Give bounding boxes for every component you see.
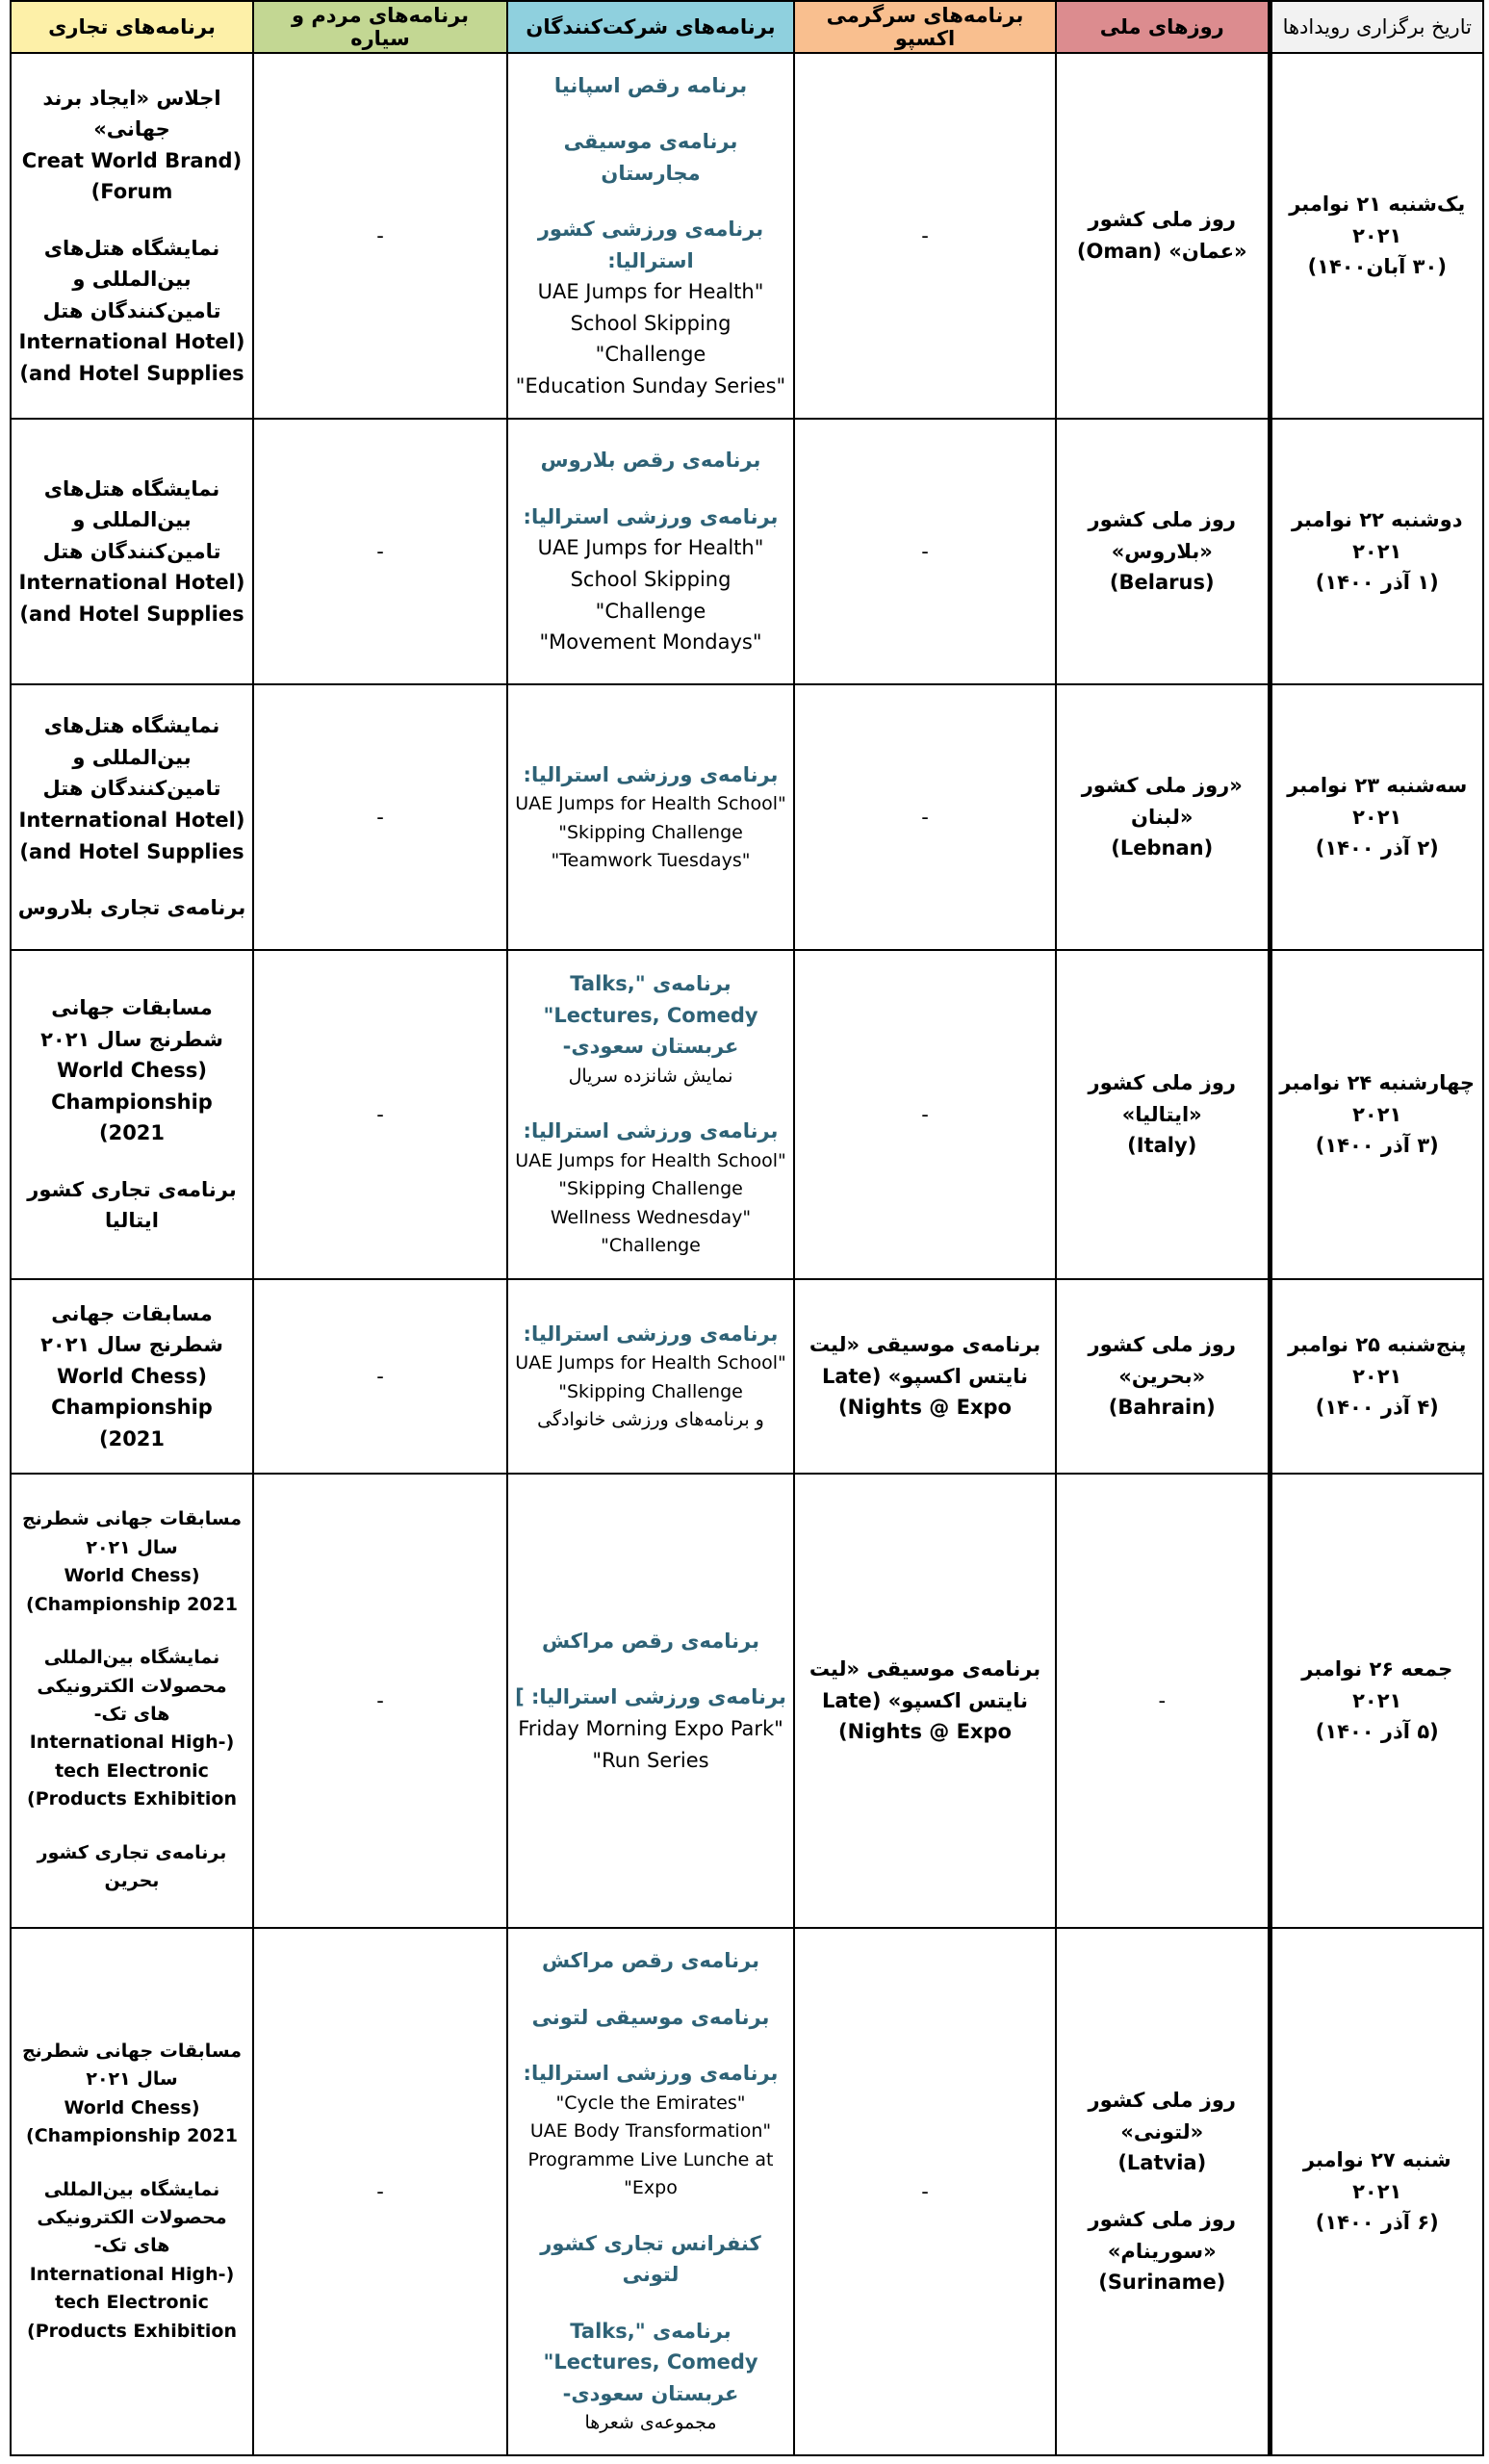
sport-program-line: "UAE Jumps for Health School Skipping Challenge" <box>537 536 764 623</box>
national-day-cell <box>1056 1928 1270 2455</box>
business-cell <box>11 1474 253 1928</box>
business-item: مسابقات جهانی شطرنج سال ۲۰۲۱ <box>40 996 223 1051</box>
business-item: برنامه‌ی تجاری بلاروس <box>17 896 246 920</box>
business-item-en: (World Chess Championship 2021) <box>51 1364 213 1450</box>
talks-program: برنامه‌ی "Talks, Lectures, Comedy" عربستان سعودی- <box>543 2319 758 2405</box>
national-line: (Latvia) <box>1117 2151 1207 2175</box>
date-line: ۲۰۲۱ <box>1352 1364 1402 1388</box>
business-item-en: (International High-tech Electronic Products Exhibition) <box>27 1732 237 1810</box>
sport-program-title: برنامه‌ی ورزشی استرالیا: <box>523 1119 779 1143</box>
date-line: ۲۰۲۱ <box>1352 539 1402 563</box>
business-item: مسابقات جهانی شطرنج سال ۲۰۲۱ <box>40 1301 223 1357</box>
national-day-cell <box>1056 53 1270 419</box>
expo-fun-cell: - <box>794 419 1056 684</box>
people-planet-cell: - <box>253 1928 507 2455</box>
date-line: شنبه ۲۷ نوامبر ۲۰۲۱ <box>1302 2148 1451 2203</box>
date-cell <box>1270 419 1483 684</box>
date-cell <box>1270 53 1483 419</box>
date-line: ۲۰۲۱ <box>1352 1102 1402 1126</box>
table-row <box>11 419 1483 684</box>
sport-program-line: "Friday Morning Expo Park Run Series" <box>518 1717 783 1772</box>
participants-cell <box>507 684 794 950</box>
national-line: روز ملی کشور <box>1088 2208 1236 2231</box>
business-item: نمایشگاه هتل‌های بین‌المللی و تامین‌کنندگان هتل <box>42 714 221 801</box>
sport-program-line: "UAE Body Transformation Programme Live Lunche at Expo" <box>527 2120 774 2199</box>
date-line: (۵ آذر ۱۴۰۰) <box>1315 1720 1439 1744</box>
header-expo-entertainment: برنامه‌های سرگرمی اکسپو <box>794 1 1056 53</box>
dance-program: برنامه‌ی رقص مراکش <box>542 1629 759 1653</box>
business-item-en: (World Chess Championship 2021) <box>51 1059 213 1145</box>
business-cell <box>11 1928 253 2455</box>
participants-cell <box>507 53 794 419</box>
date-line: ۲۰۲۱ <box>1352 223 1402 247</box>
date-line: (۴ آذر ۱۴۰۰) <box>1315 1396 1439 1420</box>
business-cell <box>11 950 253 1279</box>
national-day-cell: - <box>1056 1474 1270 1928</box>
table-row <box>11 1928 1483 2455</box>
date-line: (۱ آذر ۱۴۰۰) <box>1315 571 1439 595</box>
sport-program-line: و برنامه‌های ورزشی خانوادگی <box>537 1408 764 1430</box>
sport-program-line: "UAE Jumps for Health School Skipping Challenge" <box>515 793 786 843</box>
expo-fun-cell: برنامه‌ی موسیقی «لیت نایتس اکسپو» (Late Nights @ Expo) <box>794 1279 1056 1474</box>
talks-program-sub: نمایش شانزده سریال <box>568 1065 733 1087</box>
business-item: مسابقات جهانی شطرنج سال ۲۰۲۱ <box>21 2040 243 2091</box>
date-cell <box>1270 684 1483 950</box>
sport-program-line: "Movement Mondays" <box>539 630 762 654</box>
sport-program-title: برنامه‌ی ورزشی استرالیا: ] <box>515 1685 786 1709</box>
sport-program-line: "UAE Jumps for Health School Skipping Challenge" <box>537 280 764 367</box>
national-line: روز ملی کشور <box>1088 1071 1236 1095</box>
business-item: برنامه‌ی تجاری کشور ایتالیا <box>27 1177 237 1233</box>
people-planet-cell: - <box>253 53 507 419</box>
national-line: «بحرین» (Bahrain) <box>1108 1364 1216 1420</box>
business-item: نمایشگاه هتل‌های بین‌المللی و تامین‌کنندگان هتل <box>42 476 221 563</box>
date-cell <box>1270 1474 1483 1928</box>
header-people-planet: برنامه‌های مردم و سیاره <box>253 1 507 53</box>
national-line: روز ملی کشور <box>1088 1333 1236 1357</box>
participants-cell <box>507 419 794 684</box>
events-table <box>10 0 1484 2456</box>
business-item: اجلاس «ایجاد برند جهانی» <box>42 86 221 141</box>
date-line: (۲ آذر ۱۴۰۰) <box>1315 836 1439 860</box>
national-day-cell <box>1056 950 1270 1279</box>
business-item-en: (World Chess Championship 2021) <box>26 1565 238 1615</box>
expo-fun-cell: - <box>794 53 1056 419</box>
music-program: برنامه‌ی موسیقی مجارستان <box>563 130 738 185</box>
date-line: ۲۰۲۱ <box>1352 805 1402 829</box>
participants-cell <box>507 1928 794 2455</box>
date-line: سه‌شنبه ۲۳ نوامبر <box>1287 774 1468 798</box>
national-line: (Lebnan) <box>1111 836 1214 860</box>
dance-program: برنامه‌ی رقص بلاروس <box>540 449 761 473</box>
business-item-en: (International Hotel and Hotel Supplies) <box>18 571 245 626</box>
business-item: نمایشگاه بین‌المللی محصولات الکترونیکی های تک- <box>37 2178 227 2257</box>
people-planet-cell: - <box>253 419 507 684</box>
header-business-programs: برنامه‌های تجاری <box>11 1 253 53</box>
sport-program-line: "Teamwork Tuesdays" <box>551 849 751 871</box>
schedule-wrapper <box>12 0 1484 2456</box>
date-line: (۳۰ آبان۱۴۰۰) <box>1307 255 1447 279</box>
business-item-en: (International High-tech Electronic Products Exhibition) <box>27 2263 237 2342</box>
sport-program-title: برنامه‌ی ورزشی کشور استرالیا: <box>537 218 764 272</box>
sport-program-line: "Wellness Wednesday Challenge" <box>550 1206 752 1257</box>
national-line: «بلاروس» <box>1111 539 1213 563</box>
people-planet-cell: - <box>253 1474 507 1928</box>
business-item-en: (Creat World Brand Forum) <box>21 148 243 204</box>
sport-program-line: "UAE Jumps for Health School Skipping Challenge" <box>515 1149 786 1200</box>
national-line: روز ملی کشور <box>1088 508 1236 532</box>
date-line: یک‌شنبه ۲۱ نوامبر <box>1289 192 1466 217</box>
table-row <box>11 1279 1483 1474</box>
header-date: تاریخ برگزاری رویدادها <box>1270 1 1483 53</box>
date-line: (۳ آذر ۱۴۰۰) <box>1315 1134 1439 1158</box>
people-planet-cell: - <box>253 684 507 950</box>
talks-program: برنامه‌ی "Talks, Lectures, Comedy" عربستان سعودی- <box>543 972 758 1059</box>
business-item: نمایشگاه بین‌المللی محصولات الکترونیکی های تک- <box>37 1647 227 1725</box>
dance-program: برنامه رقص اسپانیا <box>553 73 748 97</box>
date-line: جمعه ۲۶ نوامبر ۲۰۲۱ <box>1301 1657 1453 1712</box>
business-item-en: (International Hotel and Hotel Supplies) <box>18 330 245 385</box>
conference-program: کنفرانس تجاری کشور لتونی <box>540 2231 761 2287</box>
national-day-cell <box>1056 684 1270 950</box>
participants-cell <box>507 1474 794 1928</box>
participants-cell <box>507 950 794 1279</box>
business-cell <box>11 419 253 684</box>
national-line: «ایتالیا» <box>1121 1102 1202 1126</box>
national-line: «عمان» (Oman) <box>1076 240 1247 263</box>
header-national-days: روزهای ملی <box>1056 1 1270 53</box>
table-row <box>11 53 1483 419</box>
business-cell <box>11 1279 253 1474</box>
date-line: (۶ آذر ۱۴۰۰) <box>1315 2211 1439 2235</box>
table-row <box>11 950 1483 1279</box>
sport-program-title: برنامه‌ی ورزشی استرالیا: <box>523 1322 779 1346</box>
national-line: روز ملی کشور «لتونی» <box>1088 2089 1236 2143</box>
date-line: چهارشنبه ۲۴ نوامبر <box>1279 1071 1476 1095</box>
date-line: پنج‌شنبه ۲۵ نوامبر <box>1288 1333 1467 1357</box>
national-line: روز ملی کشور <box>1088 208 1236 232</box>
people-planet-cell: - <box>253 1279 507 1474</box>
sport-program-title: برنامه‌ی ورزشی استرالیا: <box>523 504 779 528</box>
sport-program-line: "Education Sunday Series" <box>515 373 786 398</box>
table-row <box>11 1474 1483 1928</box>
expo-fun-cell: - <box>794 1928 1056 2455</box>
talks-program-sub: مجموعه‌ی شعرها <box>584 2412 717 2434</box>
date-cell <box>1270 1928 1483 2455</box>
header-participant-programs: برنامه‌های شرکت‌کنندگان <box>507 1 794 53</box>
business-item-en: (World Chess Championship 2021) <box>26 2096 238 2147</box>
national-line: (Suriname) <box>1098 2271 1226 2295</box>
expo-fun-cell: برنامه‌ی موسیقی «لیت نایتس اکسپو» (Late Nights @ Expo) <box>794 1474 1056 1928</box>
business-item: مسابقات جهانی شطرنج سال ۲۰۲۱ <box>21 1508 243 1558</box>
national-line: «روز ملی کشور «لبنان <box>1081 774 1243 829</box>
date-cell <box>1270 950 1483 1279</box>
date-line: دوشنبه ۲۲ نوامبر <box>1291 508 1463 532</box>
participants-cell <box>507 1279 794 1474</box>
national-line: «سورینام» <box>1107 2239 1217 2263</box>
sport-program-title: برنامه‌ی ورزشی استرالیا: <box>523 762 779 786</box>
sport-program-title: برنامه‌ی ورزشی استرالیا: <box>523 2062 779 2086</box>
people-planet-cell: - <box>253 950 507 1279</box>
business-item: برنامه‌ی تجاری کشور بحرین <box>37 1841 227 1892</box>
sport-program-line: "Cycle the Emirates" <box>555 2092 746 2114</box>
music-program: برنامه‌ی موسیقی لتونی <box>531 2005 770 2029</box>
dance-program: برنامه‌ی رقص مراکش <box>542 1949 759 1973</box>
business-cell <box>11 684 253 950</box>
business-item-en: (International Hotel and Hotel Supplies) <box>18 808 245 863</box>
expo-fun-cell: - <box>794 950 1056 1279</box>
sport-program-line: "UAE Jumps for Health School Skipping Challenge" <box>515 1352 786 1402</box>
national-day-cell <box>1056 1279 1270 1474</box>
date-cell <box>1270 1279 1483 1474</box>
business-cell <box>11 53 253 419</box>
expo-fun-cell: - <box>794 684 1056 950</box>
table-row <box>11 684 1483 950</box>
national-line: (Belarus) <box>1109 571 1215 595</box>
national-line: (Italy) <box>1127 1134 1197 1158</box>
header-row <box>11 1 1483 53</box>
national-day-cell <box>1056 419 1270 684</box>
business-item: نمایشگاه هتل‌های بین‌المللی و تامین‌کنندگان هتل <box>42 236 221 322</box>
